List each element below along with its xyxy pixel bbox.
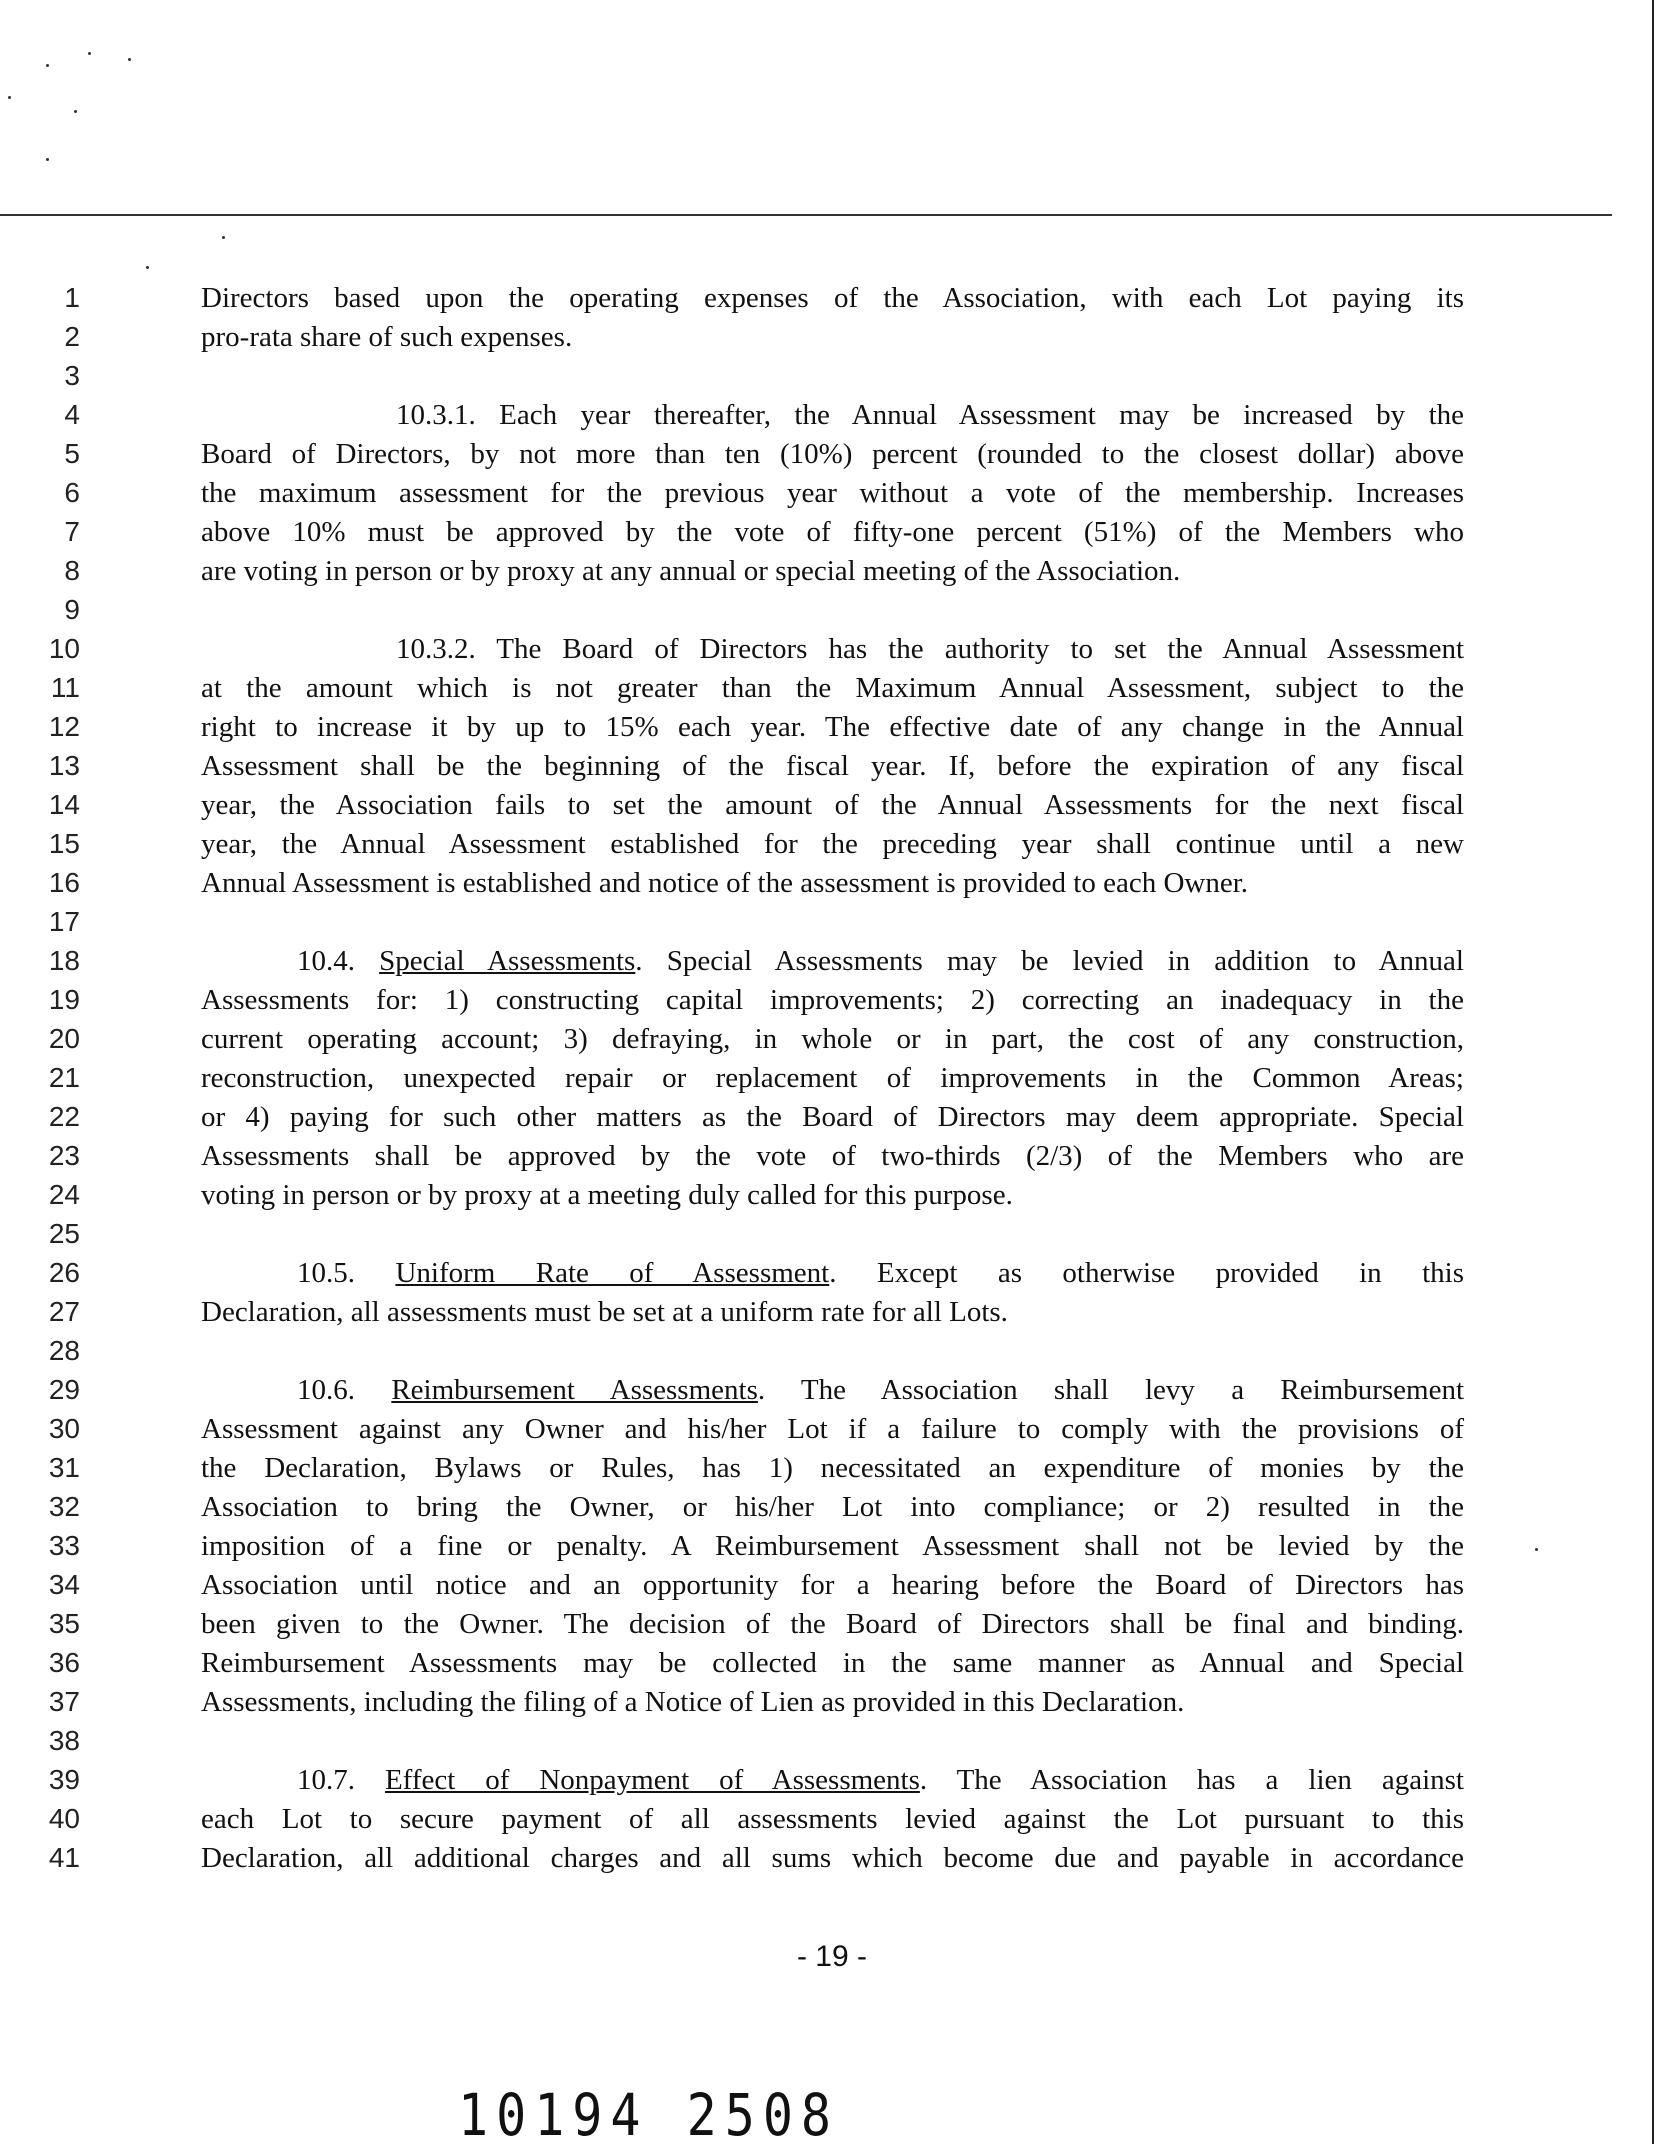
line-number: 22 [48,1101,80,1132]
line-number: 28 [48,1335,80,1366]
page-number: - 19 - [796,1940,868,1973]
line-number: 6 [64,477,80,508]
line-text: each Lot to secure payment of all assessments levied against the Lot pursuant to this [201,1803,1464,1835]
line-text [297,1761,1464,1799]
scan-speck [46,158,49,161]
line-text: 10.3.2. The Board of Directors has the authority to set the Annual Assessment [396,633,1464,665]
document-line [0,903,1664,941]
line-number: 31 [48,1452,80,1483]
scan-speck [128,58,131,61]
line-number: 11 [50,672,80,703]
line-text: at the amount which is not greater than the Maximum Annual Assessment, subject to the [201,672,1464,704]
line-text: pro-rata share of such expenses. [201,321,573,353]
section-text: . Special Assessments may be levied in addition to Annual [635,945,1464,977]
line-text [297,1371,1464,1409]
line-number: 16 [48,867,80,898]
top-rule [0,214,1612,216]
line-number: 40 [48,1803,80,1834]
document-line [0,630,1664,668]
scan-speck [88,52,91,55]
scan-speck [46,64,49,67]
line-number: 4 [64,399,80,430]
section-text: . The Association shall levy a Reimbursement [757,1374,1465,1406]
line-text: Assessments shall be approved by the vote of two-thirds (2/3) of the Members who are [201,1140,1464,1172]
line-number: 12 [48,711,80,742]
line-text: Association until notice and an opportunity for a hearing before the Board of Directors has [201,1569,1464,1601]
line-text: Reimbursement Assessments may be collected in the same manner as Annual and Special [201,1647,1464,1679]
document-line [0,825,1664,863]
line-number: 24 [48,1179,80,1210]
line-number: 35 [48,1608,80,1639]
line-text: or 4) paying for such other matters as the Board of Directors may deem appropriate. Special [201,1101,1464,1133]
document-line [0,474,1664,512]
document-line [0,1254,1664,1292]
section-number: 10.5. [297,1257,355,1289]
scan-speck [222,236,225,239]
document-line [0,1644,1664,1682]
section-number: 10.4. [297,945,355,977]
line-number: 21 [48,1062,80,1093]
document-line [0,1293,1664,1331]
line-number: 7 [64,516,80,547]
line-text: right to increase it by up to 15% each year. The effective date of any change in the Annual [201,711,1464,743]
recording-stamp-number: 10194 2508 [458,2082,840,2149]
line-number: 17 [48,906,80,937]
line-number: 32 [48,1491,80,1522]
section-title: Special Assessments [379,945,636,977]
document-line [0,786,1664,824]
document-line [0,747,1664,785]
section-title: Reimbursement Assessments [391,1374,758,1406]
line-number: 37 [48,1686,80,1717]
line-text: Assessment shall be the beginning of the fiscal year. If, before the expiration of any fiscal [201,750,1464,782]
section-title: Uniform Rate of Assessment [395,1257,830,1289]
line-text: above 10% must be approved by the vote of fifty-one percent (51%) of the Members who [201,516,1464,548]
line-number: 13 [48,750,80,781]
line-number: 20 [48,1023,80,1054]
document-line [0,1527,1664,1565]
line-number: 33 [48,1530,80,1561]
line-number: 10 [48,633,80,664]
line-text [297,1254,1464,1292]
line-number: 14 [48,789,80,820]
line-number: 2 [64,321,80,352]
line-text: reconstruction, unexpected repair or replacement of improvements in the Common Areas; [201,1062,1464,1094]
line-text: Declaration, all assessments must be set at a uniform rate for all Lots. [201,1296,1008,1328]
line-text: Assessments, including the filing of a Notice of Lien as provided in this Declaration. [201,1686,1185,1718]
document-line [0,1683,1664,1721]
line-number: 23 [48,1140,80,1171]
document-line [0,1566,1664,1604]
document-line [0,1488,1664,1526]
line-number: 25 [48,1218,80,1249]
document-line [0,669,1664,707]
line-number: 9 [64,594,80,625]
line-number: 38 [48,1725,80,1756]
document-line [0,1839,1664,1877]
section-text: . Except as otherwise provided in this [829,1257,1465,1289]
document-line [0,1449,1664,1487]
line-text: Directors based upon the operating expenses of the Association, with each Lot paying its [201,282,1464,314]
document-line [0,1098,1664,1136]
document-line [0,1800,1664,1838]
line-number: 29 [48,1374,80,1405]
line-number: 26 [48,1257,80,1288]
document-line [0,357,1664,395]
document-line [0,981,1664,1019]
document-line [0,942,1664,980]
document-line [0,396,1664,434]
document-line [0,864,1664,902]
scan-speck [8,96,11,99]
section-title: Effect of Nonpayment of Assessments [384,1764,920,1796]
line-number: 41 [48,1842,80,1873]
line-text: voting in person or by proxy at a meeting duly called for this purpose. [201,1179,1013,1211]
line-text: year, the Association fails to set the amount of the Annual Assessments for the next fiscal [201,789,1464,821]
line-number: 27 [48,1296,80,1327]
document-line [0,1371,1664,1409]
section-number: 10.7. [297,1764,355,1796]
line-number: 1 [64,282,80,313]
document-line [0,1761,1664,1799]
line-text: Declaration, all additional charges and all sums which become due and payable in accordance [201,1842,1464,1874]
document-line [0,1215,1664,1253]
scan-speck [146,266,149,269]
line-text: Board of Directors, by not more than ten (10%) percent (rounded to the closest dollar) above [201,438,1464,470]
line-number: 34 [48,1569,80,1600]
line-number: 5 [64,438,80,469]
line-text: year, the Annual Assessment established for the preceding year shall continue until a new [201,828,1464,860]
line-text: Assessment against any Owner and his/her Lot if a failure to comply with the provisions of [201,1413,1464,1445]
line-number: 15 [48,828,80,859]
document-line [0,591,1664,629]
document-line [0,1020,1664,1058]
line-number: 36 [48,1647,80,1678]
line-number: 8 [64,555,80,586]
line-number: 30 [48,1413,80,1444]
line-text: current operating account; 3) defraying, in whole or in part, the cost of any construction, [201,1023,1464,1055]
line-number: 18 [48,945,80,976]
section-text: . The Association has a lien against [919,1764,1464,1796]
line-number: 3 [64,360,80,391]
line-text: Annual Assessment is established and notice of the assessment is provided to each Owner. [201,867,1249,899]
document-line [0,1605,1664,1643]
document-line [0,1410,1664,1448]
line-number: 19 [48,984,80,1015]
scan-speck [74,110,77,113]
document-line [0,1137,1664,1175]
line-text: Association to bring the Owner, or his/her Lot into compliance; or 2) resulted in the [201,1491,1464,1523]
line-text: imposition of a fine or penalty. A Reimbursement Assessment shall not be levied by the [201,1530,1464,1562]
document-line [0,435,1664,473]
section-number: 10.6. [297,1374,355,1406]
document-line [0,1332,1664,1370]
document-line [0,1722,1664,1760]
document-line [0,513,1664,551]
document-line [0,279,1664,317]
document-line [0,552,1664,590]
line-text: are voting in person or by proxy at any annual or special meeting of the Association. [201,555,1181,587]
line-text [297,942,1464,980]
document-line [0,1059,1664,1097]
line-text: 10.3.1. Each year thereafter, the Annual Assessment may be increased by the [396,399,1464,431]
document-line [0,708,1664,746]
line-text: the Declaration, Bylaws or Rules, has 1) necessitated an expenditure of monies by the [201,1452,1464,1484]
document-line [0,1176,1664,1214]
document-line [0,318,1664,356]
line-text: the maximum assessment for the previous year without a vote of the membership. Increases [201,477,1464,509]
line-text: been given to the Owner. The decision of the Board of Directors shall be final and binding. [201,1608,1464,1640]
line-number: 39 [48,1764,80,1795]
line-text: Assessments for: 1) constructing capital improvements; 2) correcting an inadequacy in the [201,984,1464,1016]
